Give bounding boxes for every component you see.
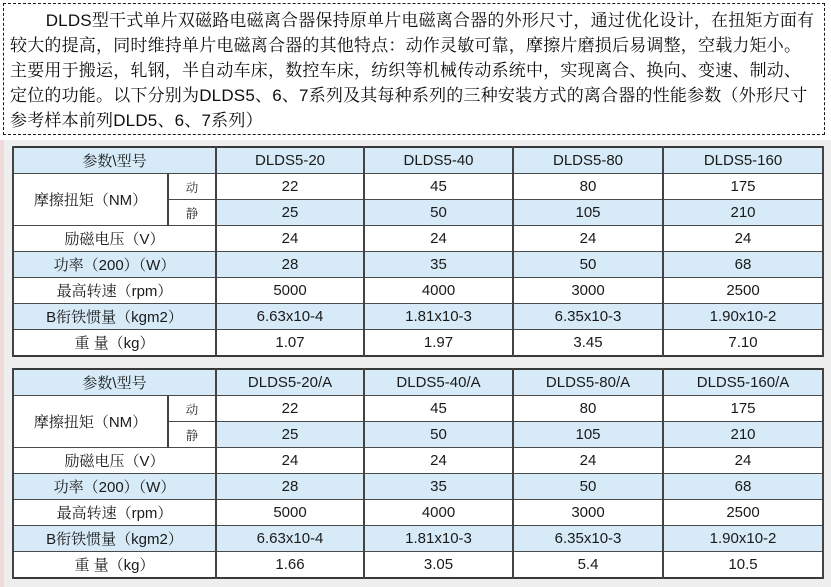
intro-paragraph-box: [3, 3, 825, 135]
param-label-cell: 功率（200）（W）: [13, 252, 216, 278]
param-row: [13, 474, 823, 500]
param-label-cell: 重 量（kg）: [13, 330, 216, 357]
value-cell: 1.90x10-2: [663, 304, 823, 330]
value-cell: 1.97: [364, 330, 513, 357]
param-row: [13, 500, 823, 526]
value-cell: 45: [364, 174, 513, 200]
value-cell: 68: [663, 252, 823, 278]
tables-region: [0, 140, 831, 587]
param-row: [13, 526, 823, 552]
value-cell: 24: [216, 448, 364, 474]
value-cell: 5.4: [513, 552, 663, 579]
dynamic-tag-cell: 动: [168, 396, 216, 422]
header-row: [13, 369, 823, 396]
friction-torque-dynamic-row: [13, 396, 823, 422]
param-label-cell: 摩擦扭矩（NM）: [13, 174, 168, 226]
value-cell: 175: [663, 396, 823, 422]
param-row: [13, 330, 823, 357]
value-cell: 35: [364, 252, 513, 278]
value-cell: 1.07: [216, 330, 364, 357]
value-cell: 175: [663, 174, 823, 200]
value-cell: 5000: [216, 278, 364, 304]
value-cell: 1.81x10-3: [364, 304, 513, 330]
param-label-cell: 摩擦扭矩（NM）: [13, 396, 168, 448]
value-cell: 7.10: [663, 330, 823, 357]
value-cell: 24: [364, 226, 513, 252]
param-label-cell: 最高转速（rpm）: [13, 278, 216, 304]
param-label-cell: 最高转速（rpm）: [13, 500, 216, 526]
param-row: [13, 278, 823, 304]
page-edge-artifact: [0, 140, 4, 587]
param-row: [13, 552, 823, 579]
value-cell: 50: [513, 474, 663, 500]
value-cell: 3000: [513, 500, 663, 526]
value-cell: 6.63x10-4: [216, 526, 364, 552]
spec-table-dlds5-a: [12, 368, 824, 579]
model-header-cell: DLDS5-40/A: [364, 369, 513, 396]
value-cell: 2500: [663, 278, 823, 304]
value-cell: 24: [216, 226, 364, 252]
value-cell: 5000: [216, 500, 364, 526]
param-row: [13, 252, 823, 278]
value-cell: 28: [216, 474, 364, 500]
value-cell: 80: [513, 174, 663, 200]
value-cell: 25: [216, 422, 364, 448]
value-cell: 210: [663, 422, 823, 448]
model-header-cell: DLDS5-40: [364, 147, 513, 174]
param-row: [13, 226, 823, 252]
value-cell: 45: [364, 396, 513, 422]
value-cell: 6.35x10-3: [513, 526, 663, 552]
value-cell: 105: [513, 200, 663, 226]
friction-torque-dynamic-row: [13, 174, 823, 200]
value-cell: 68: [663, 474, 823, 500]
value-cell: 28: [216, 252, 364, 278]
param-label-cell: 功率（200）（W）: [13, 474, 216, 500]
value-cell: 22: [216, 174, 364, 200]
param-label-cell: B衔铁惯量（kgm2）: [13, 526, 216, 552]
value-cell: 6.63x10-4: [216, 304, 364, 330]
value-cell: 10.5: [663, 552, 823, 579]
header-row: [13, 147, 823, 174]
value-cell: 35: [364, 474, 513, 500]
value-cell: 105: [513, 422, 663, 448]
param-label-cell: 励磁电压（V）: [13, 448, 216, 474]
param-label-cell: 重 量（kg）: [13, 552, 216, 579]
param-label-cell: 励磁电压（V）: [13, 226, 216, 252]
value-cell: 80: [513, 396, 663, 422]
model-header-cell: DLDS5-160/A: [663, 369, 823, 396]
value-cell: 210: [663, 200, 823, 226]
value-cell: 6.35x10-3: [513, 304, 663, 330]
value-cell: 50: [513, 252, 663, 278]
model-header-cell: DLDS5-20/A: [216, 369, 364, 396]
value-cell: 1.66: [216, 552, 364, 579]
static-tag-cell: 静: [168, 422, 216, 448]
value-cell: 2500: [663, 500, 823, 526]
value-cell: 50: [364, 422, 513, 448]
corner-header-cell: 参数\型号: [13, 369, 216, 396]
value-cell: 50: [364, 200, 513, 226]
model-header-cell: DLDS5-20: [216, 147, 364, 174]
model-header-cell: DLDS5-80: [513, 147, 663, 174]
param-row: [13, 304, 823, 330]
static-tag-cell: 静: [168, 200, 216, 226]
value-cell: 25: [216, 200, 364, 226]
value-cell: 3.45: [513, 330, 663, 357]
value-cell: 22: [216, 396, 364, 422]
value-cell: 24: [513, 226, 663, 252]
dynamic-tag-cell: 动: [168, 174, 216, 200]
value-cell: 24: [663, 226, 823, 252]
param-row: [13, 448, 823, 474]
value-cell: 3000: [513, 278, 663, 304]
model-header-cell: DLDS5-80/A: [513, 369, 663, 396]
value-cell: 1.90x10-2: [663, 526, 823, 552]
intro-text: DLDS型干式单片双磁路电磁离合器保持原单片电磁离合器的外形尺寸，通过优化设计，在扭矩方面有较大的提高，同时维持单片电磁离合器的其他特点：动作灵敏可靠，摩擦片磨损后易调整，空载力矩小。主要用于搬运，轧钢，半自动车床，数控车床，纺织等机械传动系统中，实现离合、换向、变速、制动、定位的功能。以下分别为DLDS5、6、7系列及其每种系列的三种安装方式的离合器的性能参数（外形尺寸参考样本前列DLD5、6、7系列）: [10, 11, 815, 130]
spec-table-dlds5: [12, 146, 824, 357]
param-label-cell: B衔铁惯量（kgm2）: [13, 304, 216, 330]
value-cell: 24: [663, 448, 823, 474]
corner-header-cell: 参数\型号: [13, 147, 216, 174]
value-cell: 24: [364, 448, 513, 474]
value-cell: 4000: [364, 500, 513, 526]
value-cell: 24: [513, 448, 663, 474]
value-cell: 3.05: [364, 552, 513, 579]
value-cell: 1.81x10-3: [364, 526, 513, 552]
model-header-cell: DLDS5-160: [663, 147, 823, 174]
value-cell: 4000: [364, 278, 513, 304]
